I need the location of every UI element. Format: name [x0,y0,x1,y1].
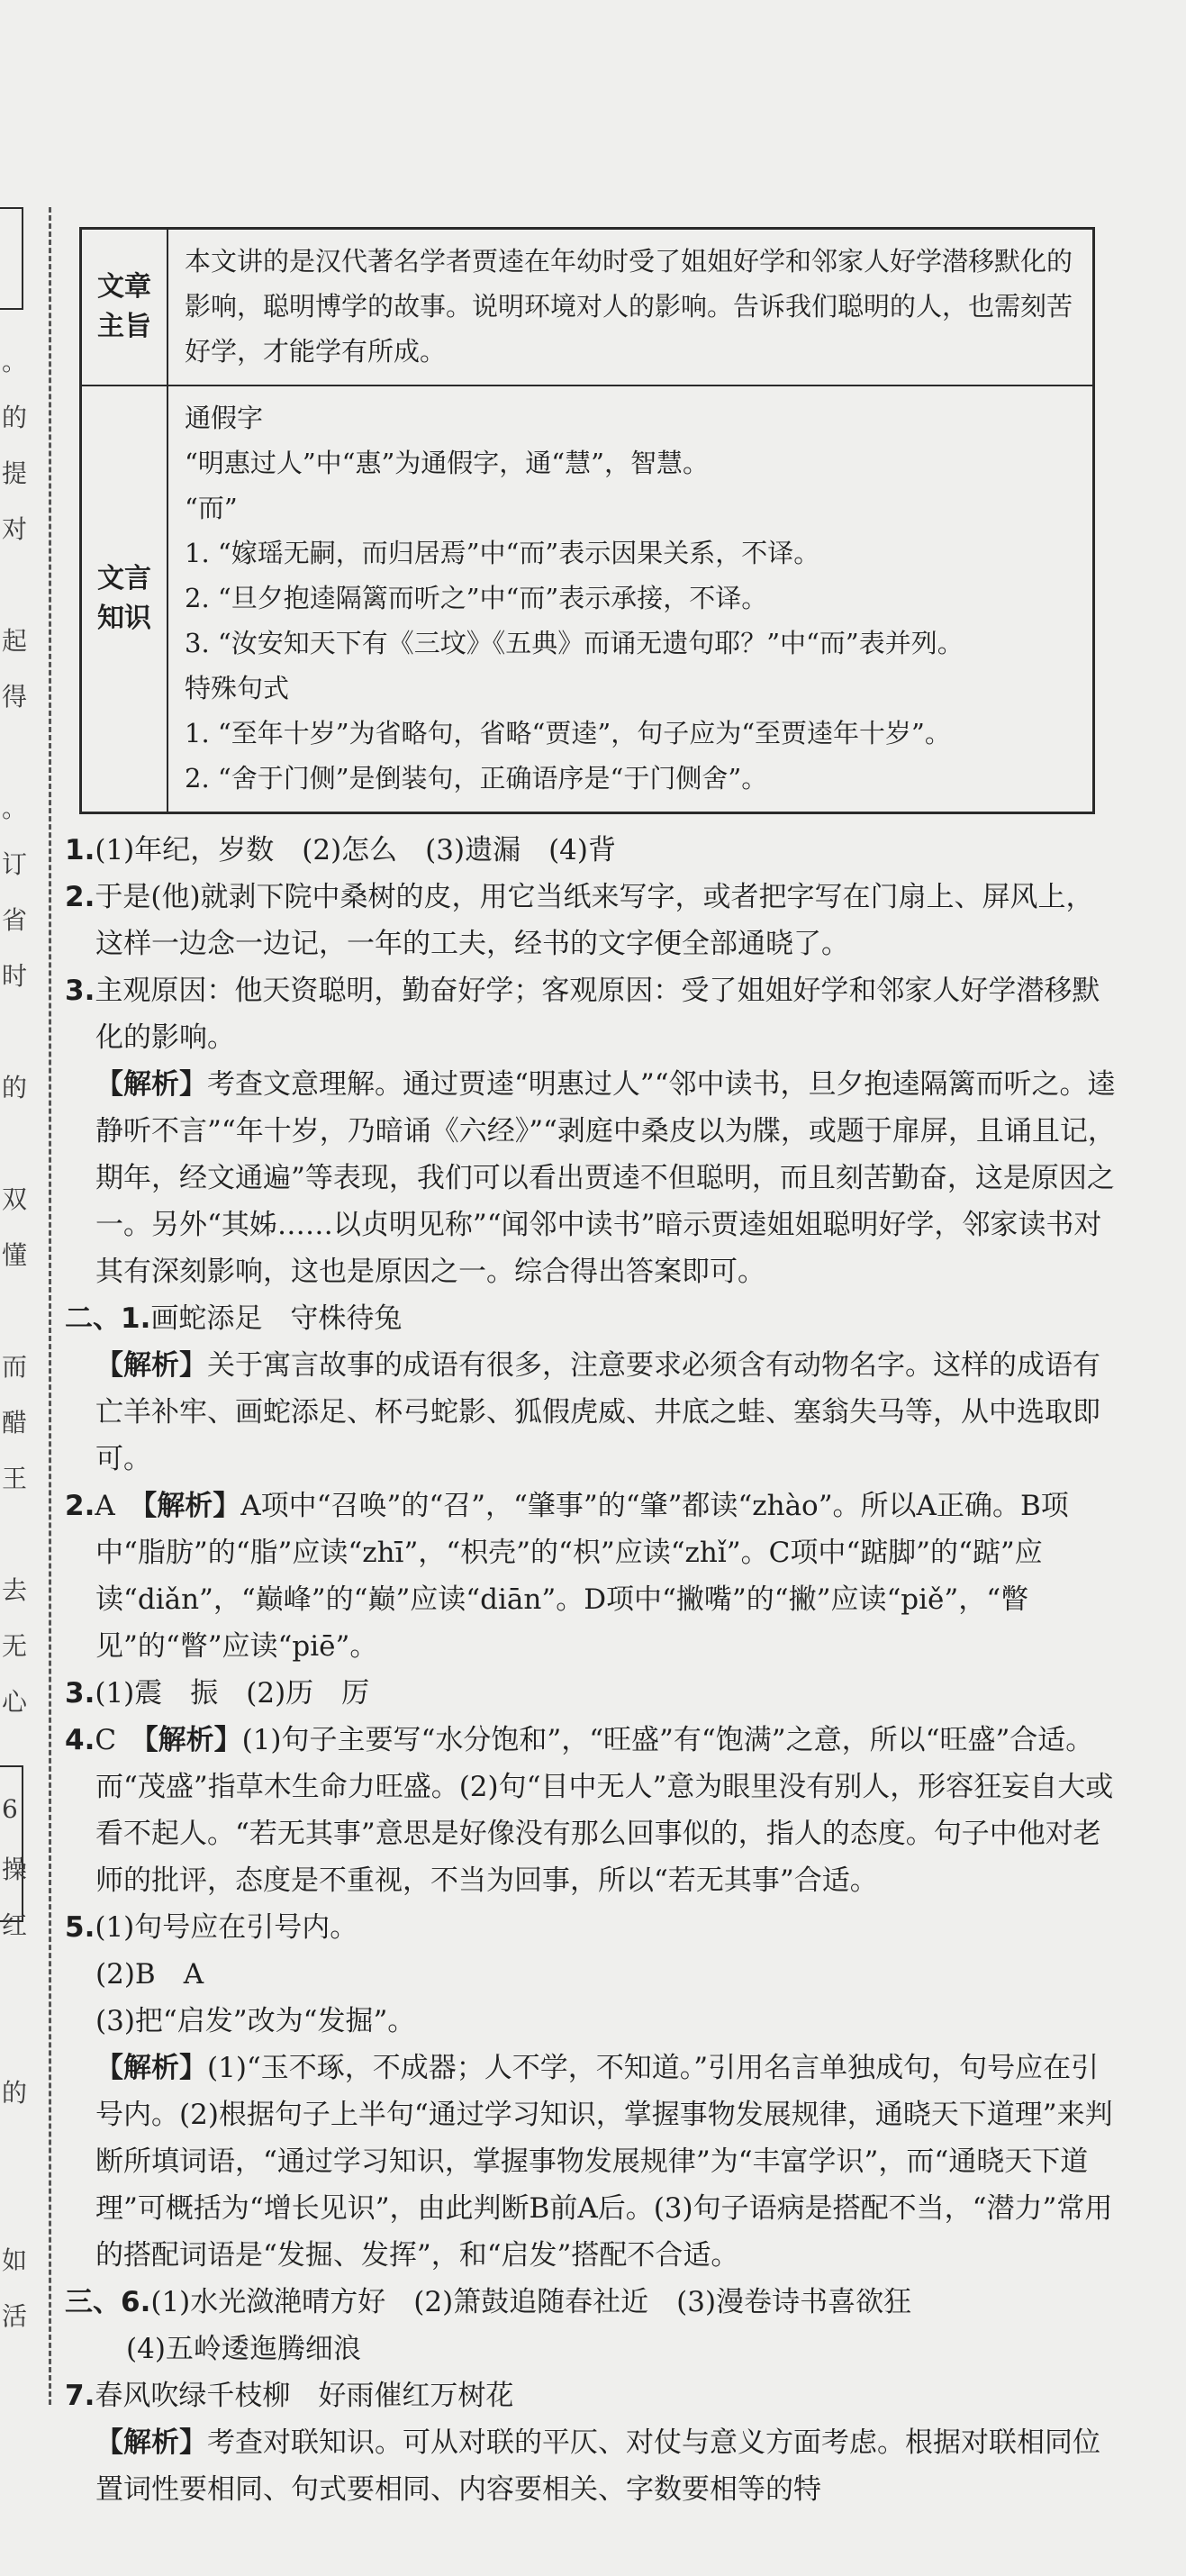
knowledge-line: “而” [185,493,238,523]
answer-number: 4. [65,1724,95,1756]
answer-number: 2. [65,1490,95,1522]
margin-char: 起 [2,626,28,656]
margin-char: 时 [2,961,28,991]
strip-box-top [0,207,23,310]
answer-b3 [65,1670,1120,1717]
margin-char: 活 [2,2301,28,2331]
margin-char: 。 [2,794,28,823]
section-label: 三、 [65,2286,121,2318]
answer-7-analysis [65,2419,1120,2513]
margin-char: 红 [2,1910,28,1940]
answer-b5 [65,1904,1120,1951]
analysis-text: A项中“召唤”的“召”，“肇事”的“肇”都读“zhào”。所以A正确。B项中“脂肪”的“脂”应读“zhī”，“枳壳”的“枳”应读“zhǐ”。C项中“踮脚”的“踮”应读“diǎn”，“巅峰”的“巅”应读“diān”。D项中“撇嘴”的“撇”应读“piě”，“瞥见”的“瞥”应读“piē”。 [95,1490,1069,1663]
margin-char: 省 [2,905,28,935]
knowledge-line: 通假字 [185,403,264,433]
answer-3 [65,967,1120,1061]
answer-number: 2. [65,881,95,913]
answer-number: 1. [65,834,95,866]
knowledge-line: 特殊句式 [185,673,290,703]
knowledge-line: 2. “旦夕抱逵隔篱而听之”中“而”表示承接，不译。 [185,583,768,613]
classical-knowledge-text [167,385,1094,813]
answer-b1-analysis [65,1342,1120,1483]
margin-char: 无 [2,1631,28,1661]
answer-number: 1. [121,1302,151,1335]
analysis-text: 关于寓言故事的成语有很多，注意要求必须含有动物名字。这样的成语有亡羊补牢、画蛇添足、杯弓蛇影、狐假虎威、井底之蛙、塞翁失马等，从中选取即可。 [95,1349,1100,1475]
answer-choice: C [95,1724,117,1756]
section-label: 二、 [65,1302,121,1335]
knowledge-line: 1. “至年十岁”为省略句，省略“贾逵”，句子应为“至贾逵年十岁”。 [185,718,951,748]
margin-char: 操 [2,1855,28,1884]
answer-text: (1)年纪，岁数 (2)怎么 (3)遗漏 (4)背 [95,834,617,866]
margin-char: 6 [2,1794,18,1824]
margin-char: 订 [2,849,28,879]
margin-char: 的 [2,2078,28,2108]
answer-7 [65,2372,1120,2419]
margin-char: 王 [2,1464,28,1493]
theme-text: 本文讲的是汉代著名学者贾逵在年幼时受了姐姐好学和邻家人好学潜移默化的影响，聪明博学的故事。说明环境对人的影响。告诉我们聪明的人，也需刻苦好学，才能学有所成。 [167,229,1094,386]
margin-char: 的 [2,1073,28,1102]
left-margin-strip [0,189,40,2423]
answer-number: 6. [121,2286,151,2318]
margin-char: 的 [2,403,28,432]
answer-b5-part2: (2)B A [95,1958,204,1991]
knowledge-line: 2. “舍于门侧”是倒装句，正确语序是“于门侧舍”。 [185,763,768,794]
strip-box-bottom [0,1765,23,1922]
analysis-text: 考查对联知识。可从对联的平仄、对仗与意义方面考虑。根据对联相同位置词性要相同、句式要相同、内容要相关、字数要相等的特 [95,2426,1100,2506]
answer-number: 5. [65,1911,95,1944]
margin-char: 而 [2,1352,28,1382]
margin-char: 心 [2,1687,28,1717]
answers-block [65,827,1120,2513]
theme-header: 文章 主旨 [81,229,168,386]
analysis-tag: 【解析】 [95,2426,207,2459]
knowledge-line: 1. “嫁瑶无嗣，而归居焉”中“而”表示因果关系，不译。 [185,538,820,568]
answer-text: 于是(他)就剥下院中桑树的皮，用它当纸来写字，或者把字写在门扇上、屏风上，这样一边念一边记，一年的工夫，经书的文字便全部通晓了。 [95,881,1094,960]
analysis-tag: 【解析】 [95,1068,207,1101]
cut-line [49,207,51,2405]
answer-text: 主观原因：他天资聪明，勤奋好学；客观原因：受了姐姐好学和邻家人好学潜移默化的影响。 [95,975,1100,1054]
analysis-text: (1)句子主要写“水分饱和”，“旺盛”有“饱满”之意，所以“旺盛”合适。而“茂盛”指草木生命力旺盛。(2)句“目中无人”意为眼里没有别人，形容狂妄自大或看不起人。“若无其事”意思是好像没有那么回事似的，指人的态度。句子中他对老师的批评，态度是不重视，不当为回事，所以“若无其事”合适。 [95,1724,1114,1897]
analysis-tag: 【解析】 [95,1349,207,1382]
answer-text: 画蛇添足 守株待兔 [150,1302,403,1335]
analysis-tag: 【解析】 [144,1724,242,1756]
margin-char: 去 [2,1575,28,1605]
analysis-text: 考查文意理解。通过贾逵“明惠过人”“邻中读书，旦夕抱逵隔篱而听之。逵静听不言”“年十岁，乃暗诵《六经》”“剥庭中桑皮以为牒，或题于扉屏，且诵且记，期年，经文通遍”等表现，我们可以看出贾逵不但聪明，而且刻苦勤奋，这是原因之一。另外“其姊……以贞明见称”“闻邻中读书”暗示贾逵姐姐聪明好学，邻家读书对其有深刻影响，这也是原因之一。综合得出答案即可。 [95,1068,1116,1288]
answer-b5-part3: (3)把“启发”改为“发掘”。 [95,2005,416,2037]
margin-char: 如 [2,2245,28,2275]
summary-table [79,227,1095,814]
section-2-answer-1 [65,1295,1120,1342]
analysis-tag: 【解析】 [142,1490,241,1522]
answer-text: (1)震 振 (2)历 厉 [95,1677,370,1710]
answer-choice: A [95,1490,115,1522]
answer-text: (1)句号应在引号内。 [95,1911,358,1944]
answer-text: 春风吹绿千枝柳 好雨催红万树花 [95,2380,514,2412]
answer-number: 3. [65,1677,95,1710]
knowledge-line: 3. “汝安知天下有《三坟》《五典》而诵无遗句耶？”中“而”表并列。 [185,628,964,658]
answer-3-analysis [65,1061,1120,1295]
answer-6-line2: (4)五岭逶迤腾细浪 [126,2333,361,2365]
analysis-text: (1)“玉不琢，不成器；人不学，不知道。”引用名言单独成句，句号应在引号内。(2)根据句子上半句“通过学习知识，掌握事物发展规律，通晓天下道理”来判断所填词语，“通过学习知识，掌握事物发展规律”为“丰富学识”，而“通晓天下道理”可概括为“增长见识”，由此判断B前A后。(3)句子语病是搭配不当，“潜力”常用的搭配词语是“发掘、发挥”，和“启发”搭配不合适。 [95,2052,1113,2272]
margin-char: 双 [2,1184,28,1214]
knowledge-line: “明惠过人”中“惠”为通假字，通“慧”，智慧。 [185,448,709,478]
answer-number: 7. [65,2380,95,2412]
margin-char: 得 [2,682,28,712]
margin-char: 懂 [2,1240,28,1270]
section-3-answer-6 [65,2279,1120,2326]
classical-knowledge-header: 文言 知识 [81,385,168,813]
answer-2 [65,874,1120,967]
answer-1 [65,827,1120,874]
answer-number: 3. [65,975,95,1007]
margin-char: 对 [2,514,28,544]
answer-b5-analysis [65,2045,1120,2279]
margin-char: 。 [2,347,28,376]
answer-b4 [65,1717,1120,1904]
margin-char: 提 [2,458,28,488]
analysis-tag: 【解析】 [95,2052,207,2084]
answer-b2 [65,1483,1120,1670]
answer-text: (1)水光潋滟晴方好 (2)箫鼓追随春社近 (3)漫卷诗书喜欲狂 [150,2286,912,2318]
margin-char: 醋 [2,1408,28,1438]
